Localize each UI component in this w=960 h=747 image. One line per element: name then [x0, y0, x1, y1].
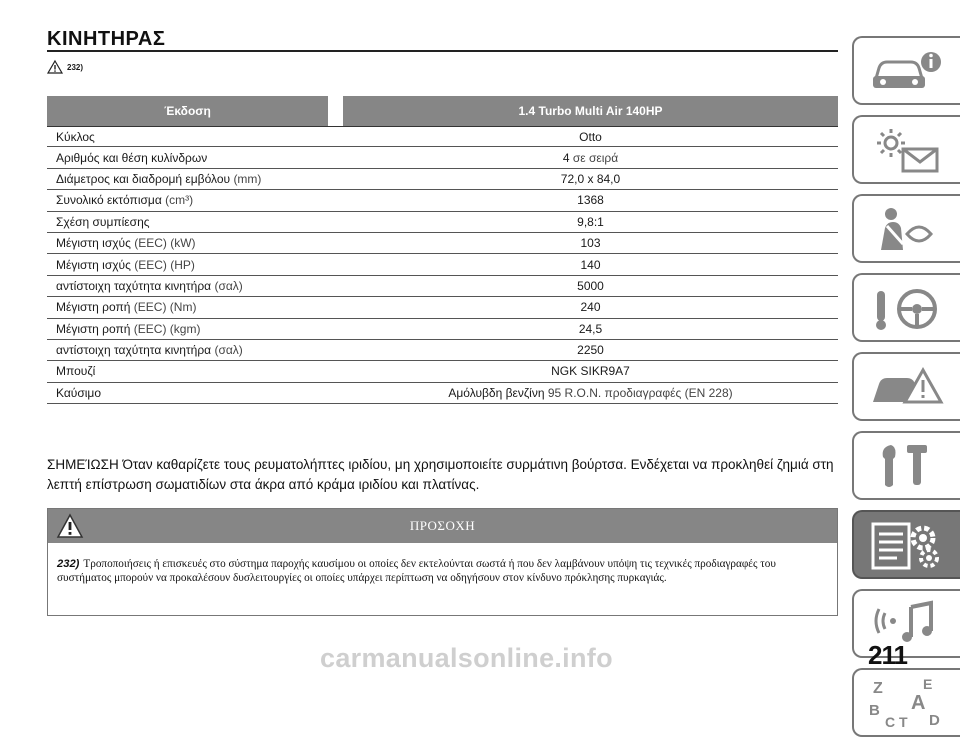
table-row: [47, 340, 838, 361]
row-label-text: Καύσιμο: [56, 385, 102, 400]
row-label-text: Συνολικό εκτόπισμα: [56, 193, 162, 208]
row-label-text: Κύκλος: [56, 129, 95, 144]
watermark: carmanualsonline.info: [320, 643, 613, 673]
page-number: 211: [868, 640, 907, 670]
emergency-icon: [867, 362, 947, 412]
row-label: [47, 215, 343, 229]
row-label-text: Μέγιστη ισχύς: [56, 236, 131, 251]
row-label: [47, 130, 343, 144]
index-letter-z: Z: [873, 679, 883, 697]
row-value: [343, 236, 838, 250]
row-value-text: 9,8:1: [577, 214, 604, 229]
row-label-text: Αριθμός και θέση κυλίνδρων: [56, 150, 208, 165]
row-label-text: αντίστοιχη ταχύτητα κινητήρα: [56, 278, 212, 293]
row-label-unit: (cm³): [165, 193, 194, 208]
warning-reference[interactable]: [47, 60, 83, 74]
table-header: [47, 96, 838, 126]
caution-number: 232): [57, 558, 80, 570]
row-value: [343, 386, 838, 400]
engine-spec-table: [47, 96, 838, 404]
cleaning-note: ΣΗΜΕΊΩΣΗ Όταν καθαρίζετε τους ρευματολήπτες ιριδίου, μη χρησιμοποιείτε συρμάτινη βούρτσα. Ενδέχεται να προκληθεί ζημιά στη λεπτή επίστρωση σωματιδίων στα άκρα από κράμα ιριδίου και πλατίνας.: [47, 457, 834, 492]
row-label-unit: (σαλ): [214, 343, 243, 358]
header-engine-model: 1.4 Turbo Multi Air 140HP: [343, 96, 838, 126]
row-label: [47, 151, 343, 165]
table-row: [47, 361, 838, 382]
row-label-text: Διάμετρος και διαδρομή εμβόλου: [56, 171, 231, 186]
table-row: [47, 297, 838, 318]
row-value-text: 1368: [577, 193, 604, 208]
warning-triangle-icon: [56, 513, 84, 539]
row-value: [343, 151, 838, 165]
table-row: [47, 147, 838, 168]
row-value-text: 5000: [577, 278, 604, 293]
caution-title: ΠΡΟΣΟΧΗ: [409, 518, 476, 533]
row-label: [47, 386, 343, 400]
row-label: [47, 364, 343, 378]
row-label-unit: (EEC) (kW): [134, 236, 196, 251]
row-label: [47, 279, 343, 293]
index-letter-t: T: [899, 713, 908, 730]
index-letter-b: B: [869, 701, 880, 719]
table-row: [47, 126, 838, 147]
tab-warning-lights[interactable]: [852, 115, 960, 184]
row-label-unit: (EEC) (HP): [134, 257, 195, 272]
tab-index[interactable]: [852, 668, 960, 737]
header-version: Έκδοση: [47, 96, 328, 126]
table-row: [47, 254, 838, 275]
row-label: [47, 322, 343, 336]
row-value-text: 140: [580, 257, 601, 272]
warning-lights-icon: [867, 125, 947, 175]
row-label-unit: (EEC) (Nm): [133, 300, 197, 315]
row-value: [343, 343, 838, 357]
index-letter-a: A: [911, 691, 926, 714]
row-value-text: 4: [562, 150, 570, 165]
row-label: [47, 172, 343, 186]
driving-icon: [867, 283, 947, 333]
tab-safety[interactable]: [852, 194, 960, 263]
row-label-unit: (EEC) (kgm): [133, 321, 201, 336]
row-value-text: Αμόλυβδη βενζίνη: [448, 385, 545, 400]
row-value-unit: 95 R.O.N. προδιαγραφές (EN 228): [547, 385, 733, 400]
table-row: [47, 319, 838, 340]
technical-data-icon: [867, 518, 947, 572]
safety-icon: [867, 204, 947, 254]
title-divider: [47, 50, 838, 52]
row-value-text: Otto: [579, 129, 602, 144]
tab-driving[interactable]: [852, 273, 960, 342]
tab-emergency[interactable]: [852, 352, 960, 421]
caution-box: [47, 508, 838, 616]
table-row: [47, 383, 838, 404]
row-value-text: 103: [580, 236, 601, 251]
index-icon: [865, 675, 949, 731]
row-label-text: Μέγιστη ισχύς: [56, 257, 131, 272]
row-value: [343, 215, 838, 229]
row-value: [343, 364, 838, 378]
table-row: [47, 212, 838, 233]
warning-reference-number: 232): [67, 62, 84, 72]
row-value: [343, 172, 838, 186]
row-label: [47, 300, 343, 314]
row-label: [47, 193, 343, 207]
row-label: [47, 258, 343, 272]
tab-technical-data[interactable]: [852, 510, 960, 579]
row-value-text: 240: [580, 300, 601, 315]
tab-car-info[interactable]: [852, 36, 960, 105]
caution-description: Τροποποιήσεις ή επισκευές στο σύστημα παροχής καυσίμου οι οποίες δεν εκτελούνται σωστά ή που δεν λαμβάνουν υπόψη τις τεχνικές προδιαγραφές του συστήματος μπορούν να προκαλέσουν δυσλειτουργίες οι οποίες υπάρχει περίπτωση να οδηγήσουν στον κίνδυνο πρόκλησης πυρκαγιάς.: [57, 558, 776, 584]
row-label: [47, 236, 343, 250]
warning-triangle-icon: [47, 60, 63, 74]
maintenance-icon: [867, 441, 947, 491]
row-value: [343, 258, 838, 272]
table-row: [47, 169, 838, 190]
row-label-text: Μπουζί: [56, 364, 96, 379]
row-value: [343, 300, 838, 314]
row-label-text: Σχέση συμπίεσης: [56, 214, 150, 229]
index-letter-d: D: [929, 711, 940, 729]
caution-text: [48, 543, 837, 585]
row-label-text: Μέγιστη ροπή: [56, 300, 131, 315]
row-value-text: 72,0 x 84,0: [560, 171, 621, 186]
table-row: [47, 190, 838, 211]
row-value-text: 2250: [577, 343, 604, 358]
index-letter-c: C: [885, 713, 896, 730]
table-row: [47, 276, 838, 297]
row-value-unit: σε σειρά: [572, 150, 619, 165]
caution-header: [48, 509, 837, 543]
row-value-text: 24,5: [578, 321, 603, 336]
tab-maintenance[interactable]: [852, 431, 960, 500]
row-label-unit: (σαλ): [214, 278, 243, 293]
row-label-text: αντίστοιχη ταχύτητα κινητήρα: [56, 343, 212, 358]
section-title: ΚΙΝΗΤΗΡΑΣ: [47, 28, 166, 50]
row-value-text: NGK SIKR9A7: [551, 364, 630, 379]
car-info-icon: [867, 46, 947, 96]
row-value: [343, 279, 838, 293]
index-letter-e: E: [923, 675, 933, 692]
row-label-text: Μέγιστη ροπή: [56, 321, 131, 336]
row-value: [343, 322, 838, 336]
row-value: [343, 130, 838, 144]
row-label: [47, 343, 343, 357]
row-value: [343, 193, 838, 207]
table-row: [47, 233, 838, 254]
row-label-unit: (mm): [233, 171, 262, 186]
